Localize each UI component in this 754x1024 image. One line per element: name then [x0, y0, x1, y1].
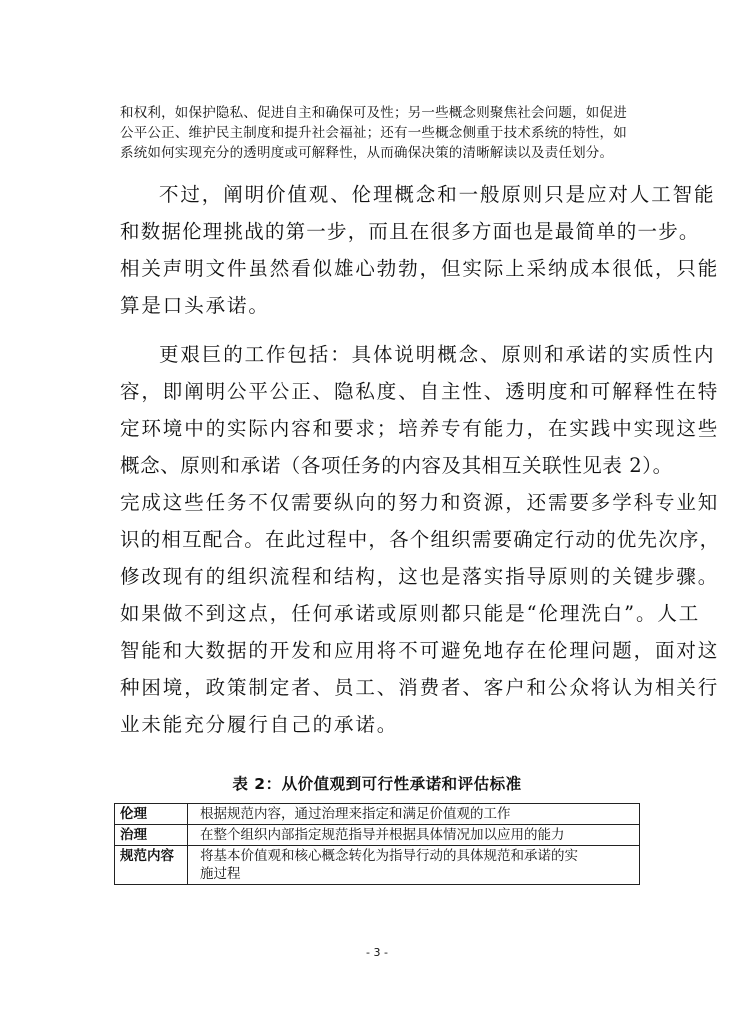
text-line: 系统如何实现充分的透明度或可解释性，从而确保决策的清晰解读以及责任划分。	[120, 145, 614, 161]
text-line: 容，即阐明公平公正、隐私度、自主性、透明度和可解释性在特	[120, 380, 720, 403]
text-line: 更艰巨的工作包括：具体说明概念、原则和承诺的实质性内	[159, 343, 716, 366]
table-term: 规范内容	[115, 846, 188, 885]
table-definition	[188, 825, 640, 846]
text-line: 概念、原则和承诺（各项任务的内容及其相互关联性见表 2）。	[120, 454, 673, 477]
text-line: 定环境中的实际内容和要求；培养专有能力，在实践中实现这些	[120, 417, 720, 440]
text-line: 业未能充分履行自己的承诺。	[120, 713, 399, 736]
definition-line: 根据规范内容，通过治理来指定和满足价值观的工作	[200, 806, 511, 822]
text-line: 相关声明文件虽然看似雄心勃勃，但实际上采纳成本很低，只能	[120, 257, 720, 280]
table-term: 伦理	[115, 804, 188, 825]
table-caption: 表 2：从价值观到可行性承诺和评估标准	[232, 775, 522, 793]
definition-line: 将基本价值观和核心概念转化为指导行动的具体规范和承诺的实	[200, 848, 578, 864]
table-row	[115, 846, 640, 885]
text-line: 不过，阐明价值观、伦理概念和一般原则只是应对人工智能	[159, 183, 716, 206]
body-paragraph-1	[120, 176, 720, 324]
text-line: 修改现有的组织流程和结构，这也是落实指导原则的关键步骤。	[120, 565, 720, 588]
table-term: 治理	[115, 825, 188, 846]
definitions-table	[114, 803, 640, 885]
page-number: - 3 -	[366, 946, 388, 959]
text-line: 算是口头承诺。	[120, 294, 270, 317]
table-definition	[188, 804, 640, 825]
table-row	[115, 825, 640, 846]
text-line: 智能和大数据的开发和应用将不可避免地存在伦理问题，面对这	[120, 639, 720, 662]
text-line: 完成这些任务不仅需要纵向的努力和资源，还需要多学科专业知	[120, 491, 720, 514]
text-line: 如果做不到这点，任何承诺或原则都只能是“伦理洗白”。人工	[120, 602, 701, 625]
table-definition	[188, 846, 640, 885]
body-paragraph-2	[120, 336, 721, 743]
table-row	[115, 804, 640, 825]
text-line: 种困境，政策制定者、员工、消费者、客户和公众将认为相关行	[120, 676, 720, 699]
text-line: 和数据伦理挑战的第一步，而且在很多方面也是最简单的一步。	[120, 220, 700, 243]
definition-line: 在整个组织内部指定规范指导并根据具体情况加以应用的能力	[200, 827, 565, 843]
text-line: 识的相互配合。在此过程中，各个组织需要确定行动的优先次序，	[120, 528, 721, 551]
text-line: 和权利，如保护隐私、促进自主和确保可及性；另一些概念则聚焦社会问题，如促进	[120, 105, 627, 121]
definition-line: 施过程	[200, 866, 241, 882]
text-line: 公平公正、维护民主制度和提升社会福祉；还有一些概念侧重于技术系统的特性，如	[120, 125, 627, 141]
continued-paragraph	[120, 103, 665, 163]
